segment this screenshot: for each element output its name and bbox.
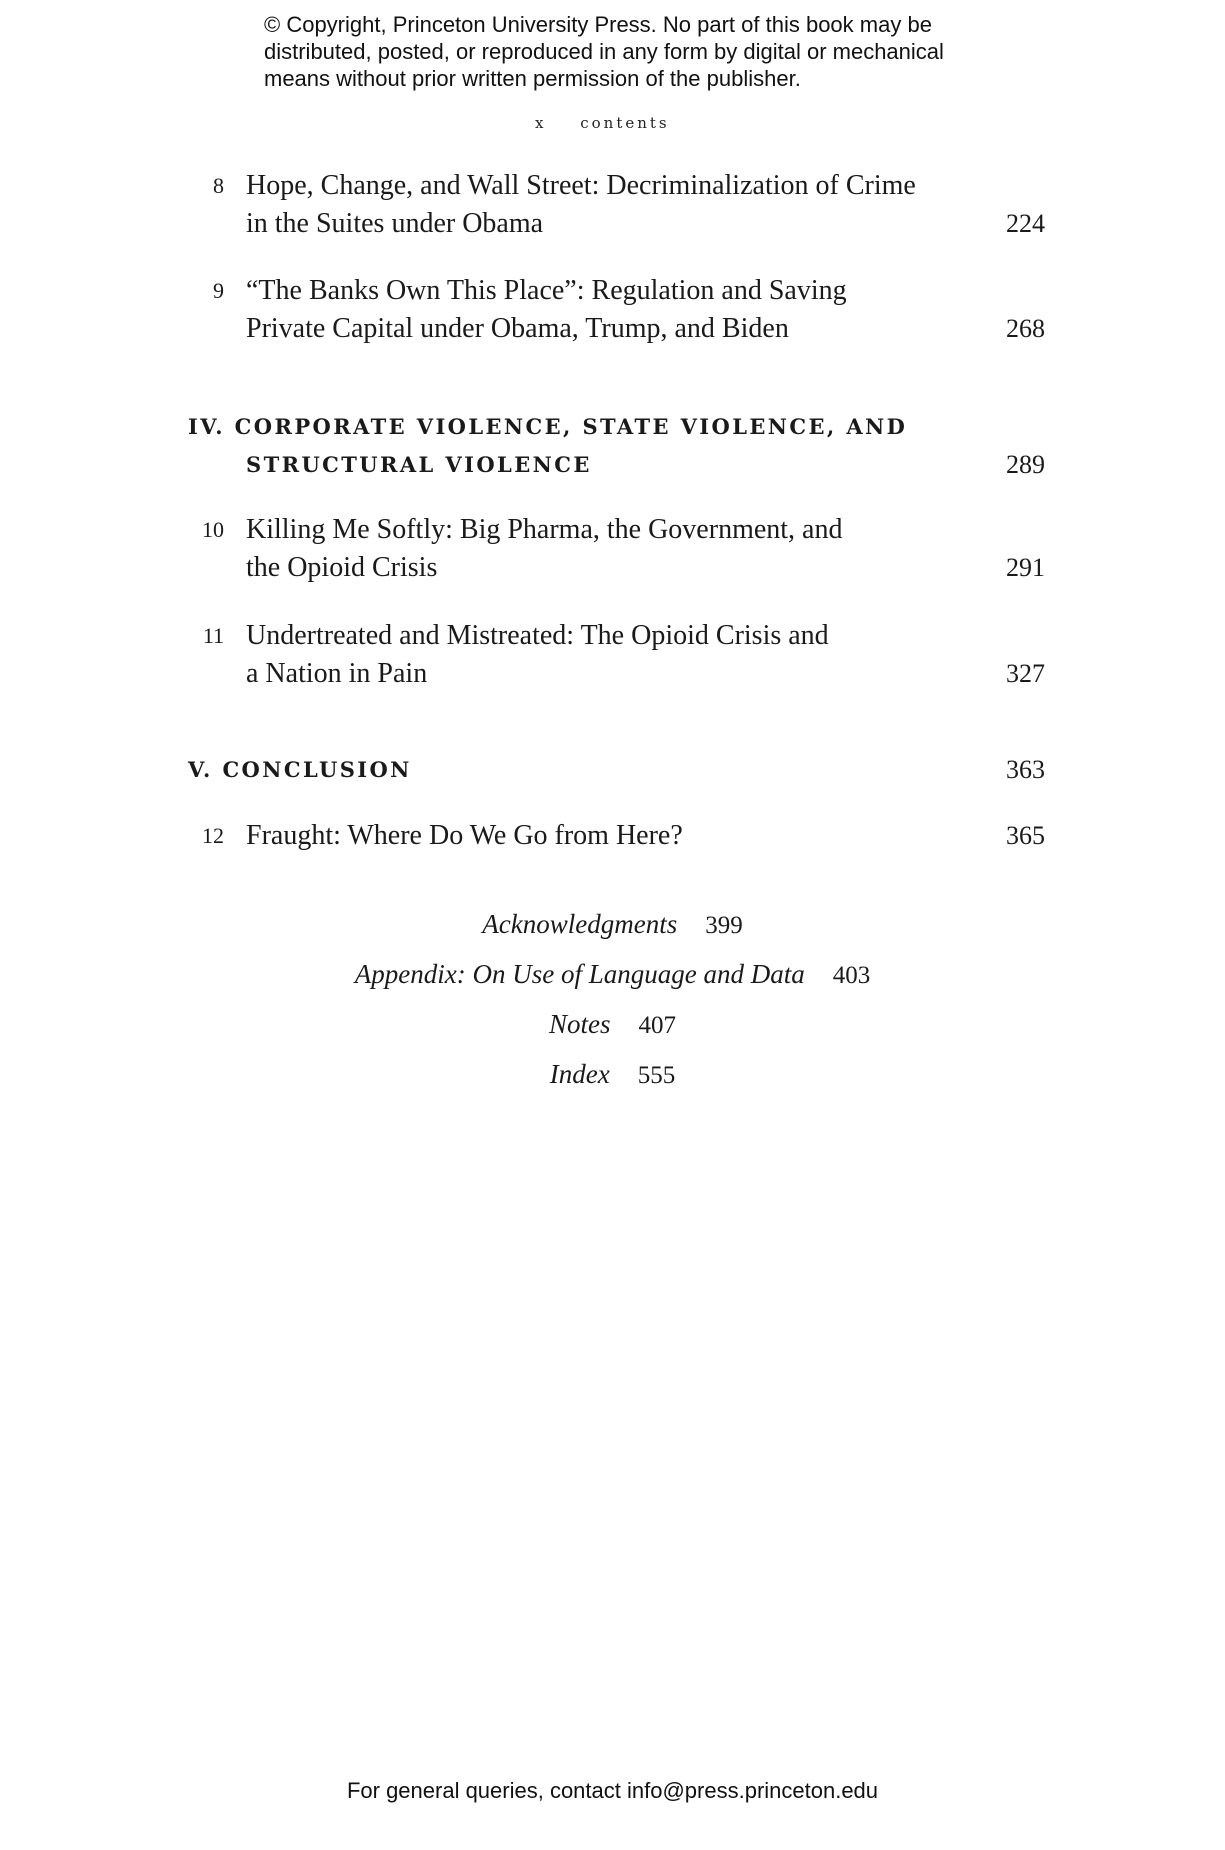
backmatter-page-number: 555 <box>637 1062 676 1089</box>
chapter-page-number: 365 <box>1006 821 1045 850</box>
backmatter-page-number: 399 <box>705 912 743 939</box>
backmatter-entry-index[interactable] <box>0 1050 1225 1100</box>
chapter-title-line: a Nation in Pain <box>246 658 428 689</box>
part-page-number: 363 <box>1006 755 1045 784</box>
chapter-number: 12 <box>202 823 224 848</box>
running-head-title: contents <box>580 114 670 132</box>
part-title <box>188 408 988 484</box>
running-head <box>535 114 670 132</box>
chapter-title-line: “The Banks Own This Place”: Regulation and Saving <box>246 275 847 306</box>
chapter-title-line: Killing Me Softly: Big Pharma, the Government, and <box>246 514 843 545</box>
chapter-title <box>246 617 946 693</box>
backmatter-entry-notes[interactable] <box>0 1000 1225 1050</box>
backmatter-page-number: 407 <box>638 1012 676 1039</box>
chapter-page-number: 291 <box>1006 553 1045 582</box>
part-page-number: 289 <box>1006 450 1045 479</box>
backmatter-page-number: 403 <box>832 962 871 989</box>
chapter-title-line: Private Capital under Obama, Trump, and Biden <box>246 313 789 344</box>
backmatter-list <box>0 900 1225 1100</box>
chapter-title-line: Fraught: Where Do We Go from Here? <box>246 820 683 851</box>
chapter-title-line: the Opioid Crisis <box>246 552 438 583</box>
copyright-line: distributed, posted, or reproduced in any form by digital or mechanical <box>264 39 944 64</box>
chapter-number: 8 <box>213 173 224 198</box>
chapter-page-number: 224 <box>1006 209 1045 238</box>
backmatter-entry-acknowledgments[interactable] <box>0 900 1225 950</box>
chapter-number: 9 <box>213 278 224 303</box>
backmatter-title: Notes <box>548 1009 611 1039</box>
chapter-title <box>246 167 946 243</box>
footer-contact: For general queries, contact info@press.princeton.edu <box>346 1778 879 1803</box>
part-title-line: STRUCTURAL VIOLENCE <box>246 452 592 477</box>
backmatter-title: Index <box>549 1059 610 1089</box>
chapter-title <box>246 272 946 348</box>
chapter-page-number: 268 <box>1006 314 1045 343</box>
chapter-number: 10 <box>202 517 224 542</box>
chapter-title-line: Undertreated and Mistreated: The Opioid Crisis and <box>246 620 829 651</box>
chapter-title <box>246 817 946 855</box>
part-title-line: IV. CORPORATE VIOLENCE, STATE VIOLENCE, AND <box>188 414 908 439</box>
backmatter-title: Appendix: On Use of Language and Data <box>354 959 805 989</box>
copyright-line: © Copyright, Princeton University Press. No part of this book may be <box>264 12 932 37</box>
chapter-title <box>246 511 946 587</box>
backmatter-title: Acknowledgments <box>482 909 678 939</box>
copyright-line: means without prior written permission of the publisher. <box>264 66 801 91</box>
copyright-notice <box>264 11 1024 92</box>
chapter-page-number: 327 <box>1006 659 1045 688</box>
backmatter-entry-appendix[interactable] <box>0 950 1225 1000</box>
chapter-title-line: Hope, Change, and Wall Street: Decriminalization of Crime <box>246 170 916 201</box>
chapter-number: 11 <box>202 623 224 648</box>
page-folio: x <box>535 114 547 132</box>
part-title: V. CONCLUSION <box>188 757 412 782</box>
chapter-title-line: in the Suites under Obama <box>246 208 544 239</box>
